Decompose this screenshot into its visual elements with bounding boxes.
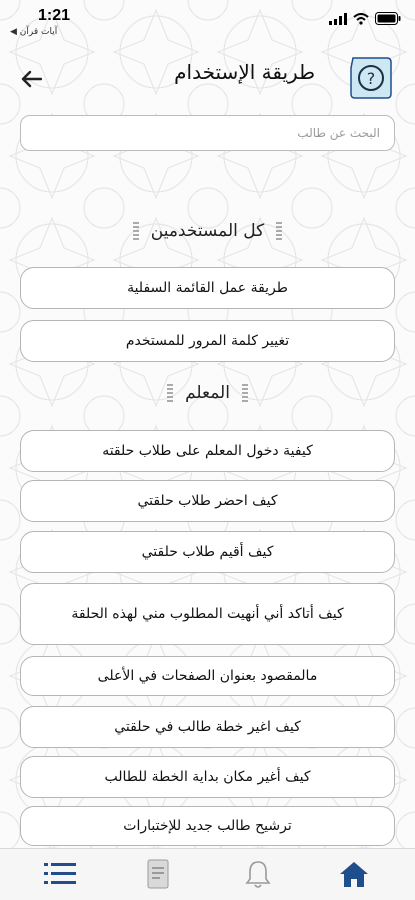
- svg-text:?: ?: [366, 69, 376, 88]
- section-ornament-icon: [133, 222, 139, 240]
- back-button[interactable]: [16, 66, 46, 92]
- list-icon: [44, 861, 76, 887]
- section-ornament-icon: [276, 222, 282, 240]
- arrow-left-icon: [20, 70, 42, 88]
- help-item[interactable]: كيف أتاكد أني أنهيت المطلوب مني لهذه الحلقة: [20, 583, 395, 645]
- home-icon: [339, 860, 369, 888]
- section-title: المعلم: [185, 383, 230, 403]
- status-bar: [0, 0, 415, 44]
- page-title: طريقة الإستخدام: [174, 60, 315, 84]
- help-item[interactable]: مالمقصود بعنوان الصفحات في الأعلى: [20, 656, 395, 696]
- tab-home[interactable]: [334, 857, 374, 891]
- tab-list[interactable]: [40, 857, 80, 891]
- help-item[interactable]: ترشيح طالب جديد للإختبارات: [20, 806, 395, 846]
- tab-notifications[interactable]: [238, 857, 278, 891]
- search-input[interactable]: [20, 115, 395, 151]
- question-circle-icon: [347, 54, 395, 102]
- help-item[interactable]: تغيير كلمة المرور للمستخدم: [20, 320, 395, 362]
- section-header-teacher: [0, 376, 415, 410]
- section-header-all-users: [0, 214, 415, 248]
- help-item[interactable]: كيف أغير مكان بداية الخطة للطالب: [20, 756, 395, 798]
- section-title: كل المستخدمين: [150, 221, 265, 241]
- help-item[interactable]: كيف احضر طلاب حلقتي: [20, 480, 395, 522]
- section-ornament-icon: [242, 384, 248, 402]
- wifi-icon: [353, 13, 369, 25]
- section-ornament-icon: [167, 384, 173, 402]
- help-item[interactable]: طريقة عمل القائمة السفلية: [20, 267, 395, 309]
- help-item[interactable]: كيف أقيم طلاب حلقتي: [20, 531, 395, 573]
- help-item[interactable]: كيف اغير خطة طالب في حلقتي: [20, 706, 395, 748]
- document-icon: [147, 859, 169, 889]
- bell-icon: [245, 859, 271, 889]
- status-time: 1:21: [38, 7, 71, 24]
- help-item[interactable]: كيفية دخول المعلم على طلاب حلقته: [20, 430, 395, 472]
- signal-icon: [329, 13, 347, 25]
- tab-document[interactable]: [138, 857, 178, 891]
- back-to-app-link[interactable]: ◀ آيات قرآن: [10, 27, 58, 37]
- page-header: [0, 52, 415, 108]
- battery-icon: [375, 12, 401, 25]
- bottom-tab-bar: [0, 848, 415, 900]
